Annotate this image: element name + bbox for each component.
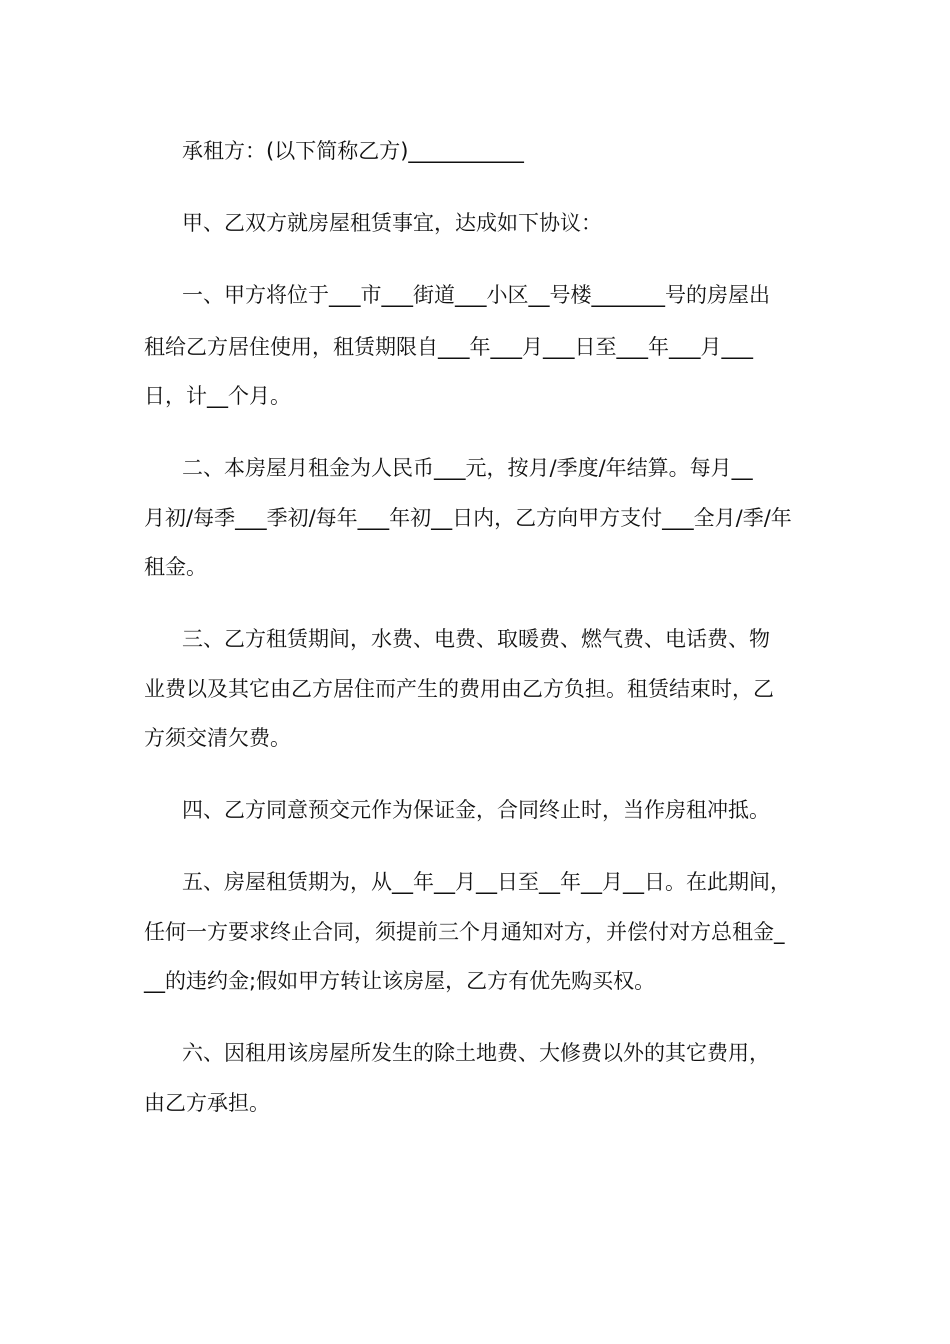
- clause-5-line-3: __的违约金;假如甲方转让该房屋，乙方有优先购买权。: [144, 969, 656, 993]
- clause-2-line-2: 月初/每季___季初/每年___年初__日内，乙方向甲方支付___全月/季/年: [144, 506, 792, 530]
- clause-6-line-1: 六、因租用该房屋所发生的除土地费、大修费以外的其它费用，: [182, 1041, 770, 1065]
- clause-1-line-2: 租给乙方居住使用，租赁期限自___年___月___日至___年___月___: [144, 335, 753, 359]
- clause-3-line-1: 三、乙方租赁期间，水费、电费、取暖费、燃气费、电话费、物: [182, 627, 770, 651]
- clause-2-line-1: 二、本房屋月租金为人民币___元，按月/季度/年结算。每月__: [182, 456, 753, 480]
- clause-1-line-1: 一、甲方将位于___市___街道___小区__号楼_______号的房屋出: [182, 283, 770, 307]
- clause-2-line-3: 租金。: [144, 555, 207, 579]
- clause-5-line-2: 任何一方要求终止合同，须提前三个月通知对方，并偿付对方总租金_: [144, 920, 785, 944]
- clause-5-line-1: 五、房屋租赁期为，从__年__月__日至__年__月__日。在此期间，: [182, 870, 791, 894]
- agreement-intro: 甲、乙双方就房屋租赁事宜，达成如下协议：: [182, 211, 602, 235]
- clause-3-line-3: 方须交清欠费。: [144, 726, 291, 750]
- clause-1-line-3: 日，计__个月。: [144, 384, 291, 408]
- clause-4-line-1: 四、乙方同意预交元作为保证金，合同终止时，当作房租冲抵。: [182, 798, 770, 822]
- clause-6-line-2: 由乙方承担。: [144, 1091, 270, 1115]
- tenant-line: 承租方：(以下简称乙方)___________: [182, 139, 524, 163]
- clause-3-line-2: 业费以及其它由乙方居住而产生的费用由乙方负担。租赁结束时，乙: [144, 677, 774, 701]
